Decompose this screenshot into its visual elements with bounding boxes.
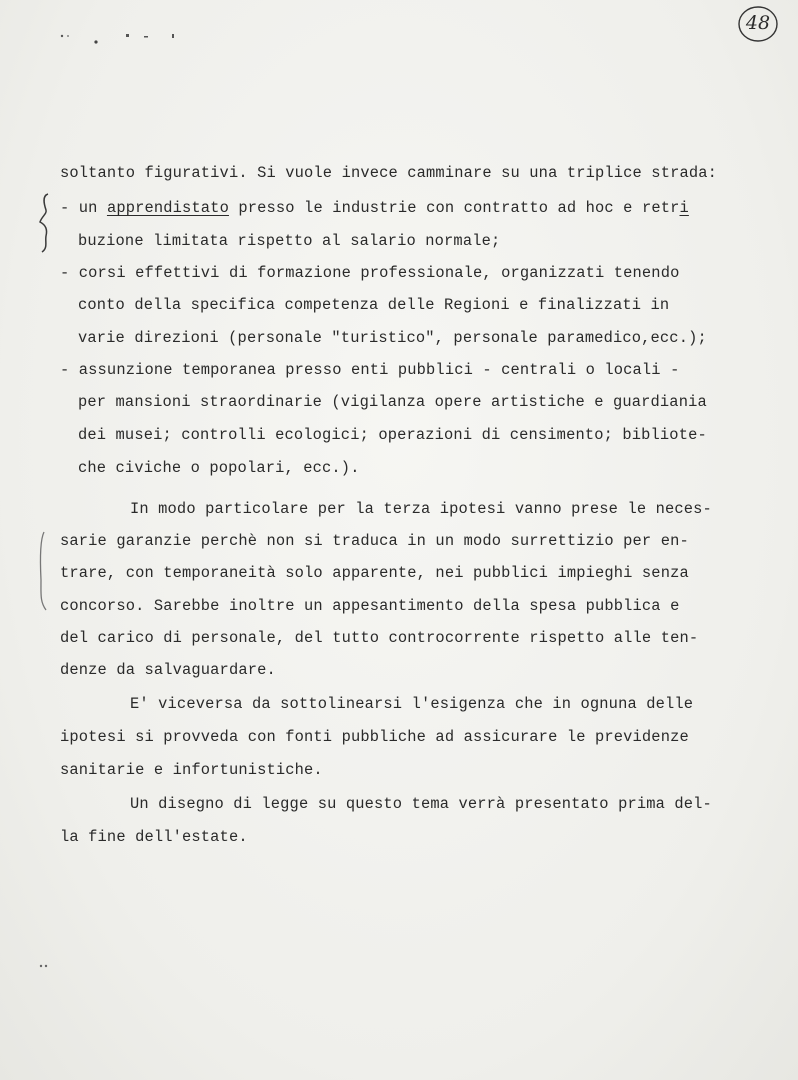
text-line: denze da salvaguardare.: [60, 661, 276, 679]
text-segment: presso le industrie con contratto ad hoc e retr: [228, 199, 680, 217]
text-line: - assunzione temporanea presso enti pubblici - centrali o locali -: [60, 361, 680, 379]
text-line: sarie garanzie perchè non si traduca in un modo surrettizio per en-: [60, 532, 689, 550]
text-line: trare, con temporaneità solo apparente, nei pubblici impieghi senza: [60, 564, 689, 582]
text-line: - corsi effettivi di formazione professionale, organizzati tenendo: [60, 264, 680, 282]
text-line: conto della specifica competenza delle Regioni e finalizzati in: [78, 296, 670, 314]
text-line: In modo particolare per la terza ipotesi vanno prese le neces-: [130, 500, 712, 518]
page-number-stamp: [736, 4, 780, 44]
margin-brace-mark: [36, 192, 58, 254]
text-line: concorso. Sarebbe inoltre un appesantimento della spesa pubblica e: [60, 597, 680, 615]
text-line: Un disegno di legge su questo tema verrà presentato prima del-: [130, 795, 712, 813]
text-line: varie direzioni (personale "turistico", personale paramedico,ecc.);: [78, 329, 707, 347]
text-line: sanitarie e infortunistiche.: [60, 761, 323, 779]
text-line: per mansioni straordinarie (vigilanza opere artistiche e guardiania: [78, 393, 707, 411]
scan-specks-bottom: [38, 962, 50, 970]
text-line: soltanto figurativi. Si vuole invece camminare su una triplice strada:: [60, 164, 718, 182]
underlined-word: apprendistato: [106, 199, 229, 217]
text-segment: - un: [60, 199, 107, 217]
scan-specks: [58, 30, 198, 46]
page-number: 48: [745, 12, 771, 34]
text-line: che civiche o popolari, ecc.).: [78, 459, 360, 477]
text-line: E' viceversa da sottolinearsi l'esigenza che in ognuna delle: [130, 695, 694, 713]
margin-bracket-mark: [34, 530, 50, 612]
text-line: dei musei; controlli ecologici; operazioni di censimento; bibliote-: [78, 426, 707, 444]
text-line: buzione limitata rispetto al salario normale;: [78, 232, 501, 250]
underlined-letter: i: [679, 199, 689, 217]
text-line: ipotesi si provveda con fonti pubbliche ad assicurare le previdenze: [60, 728, 689, 746]
text-line: la fine dell'estate.: [60, 828, 248, 846]
text-line: [60, 198, 689, 218]
text-line: del carico di personale, del tutto controcorrente rispetto alle ten-: [60, 629, 699, 647]
